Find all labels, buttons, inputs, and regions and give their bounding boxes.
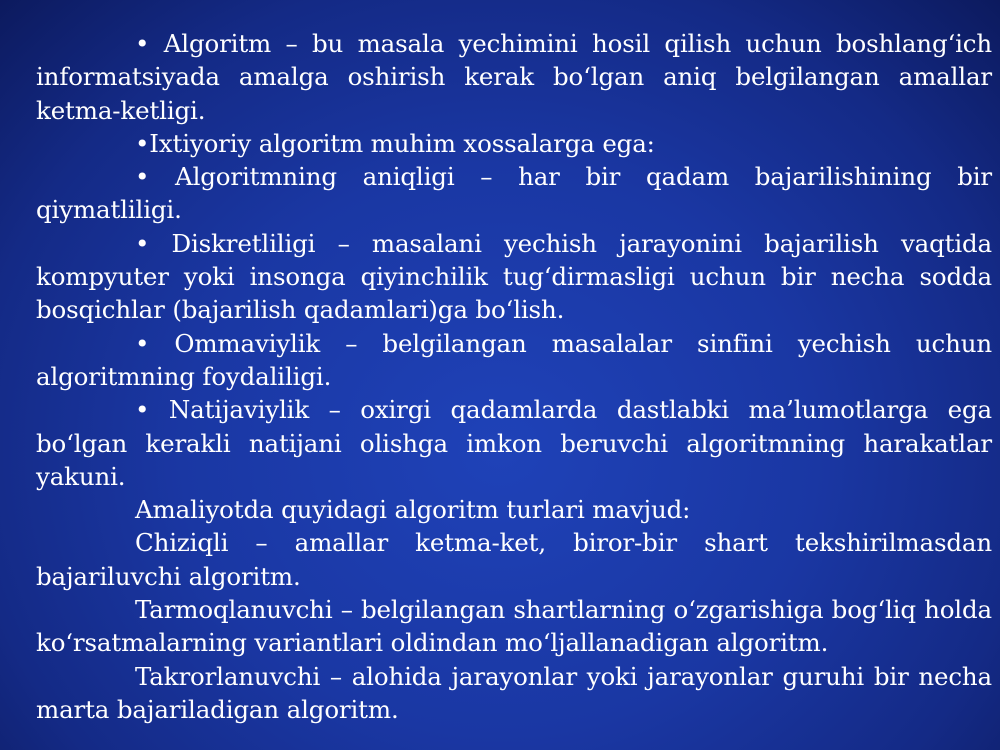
paragraph-type-branching: Tarmoqlanuvchi – belgilangan shartlarning o‘zgarishiga bog‘liq holda ko‘rsatmalarning variantlari oldindan mo‘ljallanadigan algoritm.: [36, 595, 992, 658]
paragraph-properties-intro: •Ixtiyoriy algoritm muhim xossalarga ega:: [135, 128, 655, 158]
paragraph-property-discreteness: • Diskretliligi – masalani yechish jarayonini bajarilish vaqtida kompyuter yoki insonga qiyinchilik tug‘dirmasligi uchun bir necha sodda bosqichlar (bajarilish qadamlari)ga bo‘lish.: [36, 228, 992, 325]
paragraph-property-effectiveness: • Natijaviylik – oxirgi qadamlarda dastlabki ma’lumotlarga ega bo‘lgan kerakli natijani olishga imkon beruvchi algoritmning harakatlar yakuni.: [36, 395, 992, 491]
paragraph-type-cyclic: Takrorlanuvchi – alohida jarayonlar yoki jarayonlar guruhi bir necha marta bajariladigan algoritm.: [36, 661, 992, 724]
paragraph-type-linear: Chiziqli – amallar ketma-ket, biror-bir shart tekshirilmasdan bajariluvchi algoritm.: [36, 528, 992, 591]
paragraph-algorithm-definition: • Algoritm – bu masala yechimini hosil qilish uchun boshlang‘ich informatsiyada amalga oshirish kerak bo‘lgan aniq belgilangan amallar ketma-ketligi.: [36, 29, 992, 125]
slide-text-body: [36, 27, 992, 726]
paragraph-property-definiteness: • Algoritmning aniqligi – har bir qadam bajarilishining bir qiymatliligi.: [36, 162, 992, 225]
paragraph-types-intro: Amaliyotda quyidagi algoritm turlari mavjud:: [135, 495, 691, 525]
paragraph-property-massiveness: • Ommaviylik – belgilangan masalalar sinfini yechish uchun algoritmning foydaliligi.: [36, 328, 992, 391]
